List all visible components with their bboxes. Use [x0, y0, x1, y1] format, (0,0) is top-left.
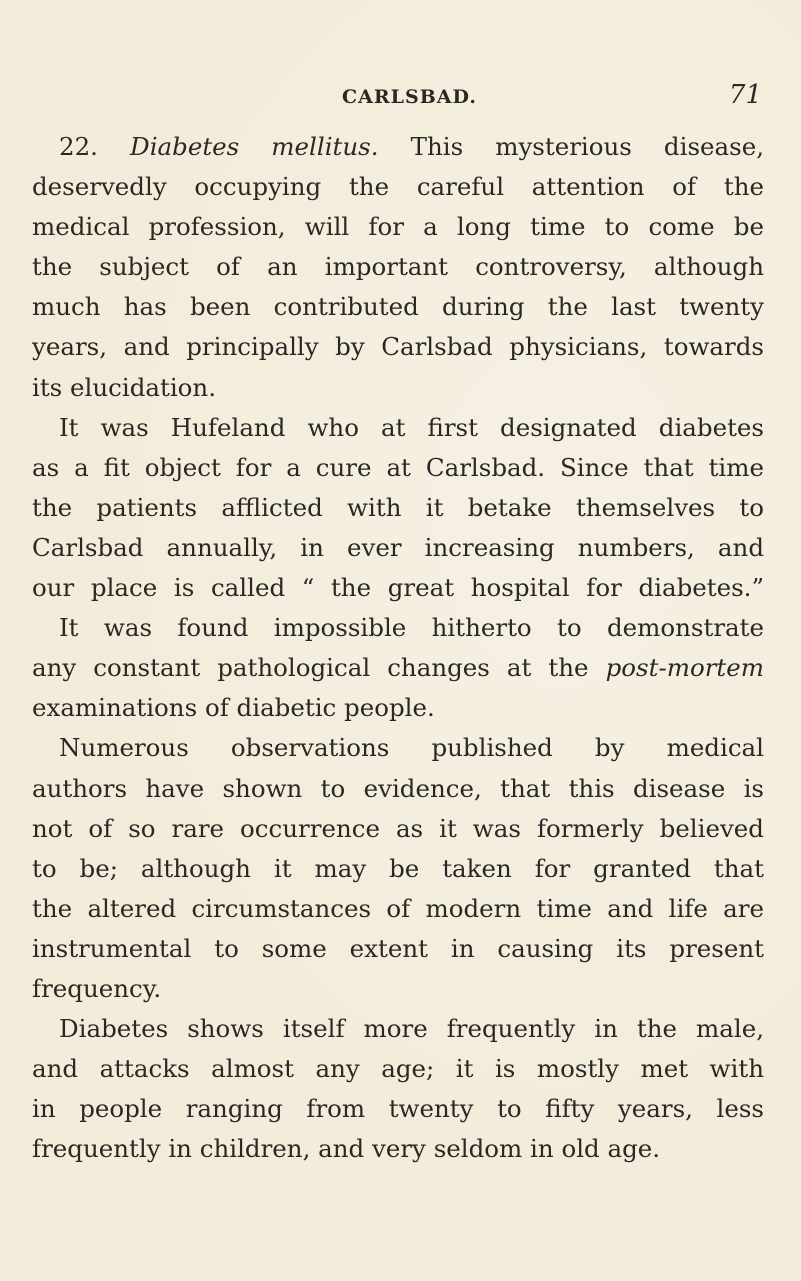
paragraph-2-line-1: It was Hufeland who at first designated diabetes [59, 412, 764, 442]
paragraph-1-line-1 [32, 127, 764, 167]
paragraph-3-line-1: It was found impossible hitherto to demonstrate [59, 613, 764, 643]
paragraph-5-line-2: and attacks almost any age; it is mostly met with [32, 1054, 764, 1084]
text-span: This mysterious disease, [410, 132, 764, 161]
paragraph-4-line-3: not of so rare occurrence as it was formerly believed [32, 813, 764, 843]
paragraph-2-line-3: the patients afflicted with it betake themselves to [32, 492, 764, 522]
page-number: 71 [728, 80, 762, 110]
paragraph-5-line-4: frequently in children, and very seldom in old age. [32, 1134, 661, 1164]
text-span: any constant pathological changes at the [32, 653, 589, 683]
paragraph-4-line-6: instrumental to some extent in causing its present [32, 933, 764, 963]
running-title: CARLSBAD. [342, 86, 477, 108]
emphasis-post-mortem: post-mortem [605, 653, 765, 683]
paragraph-1-line-4: the subject of an important controversy, although [32, 252, 764, 282]
paragraph-1-line-7: its elucidation. [32, 372, 217, 402]
paragraph-1-line-3: medical profession, will for a long time to come be [32, 212, 764, 242]
paragraph-1-line-6: years, and principally by Carlsbad physicians, towards [32, 332, 764, 362]
paragraph-4-line-5: the altered circumstances of modern time and life are [32, 893, 764, 923]
paragraph-2-line-5: our place is called “ the great hospital for diabetes.” [32, 573, 764, 603]
section-heading: Diabetes mellitus. [130, 132, 379, 161]
paragraph-2-line-4: Carlsbad annually, in ever increasing numbers, and [32, 532, 764, 562]
running-header [32, 80, 762, 116]
section-number: 22. [59, 132, 98, 161]
paragraph-1-line-2: deservedly occupying the careful attention of the [32, 172, 764, 202]
paragraph-3-line-2 [32, 648, 764, 688]
paragraph-2-line-2: as a fit object for a cure at Carlsbad. Since that time [32, 452, 764, 482]
body-text [32, 127, 764, 1169]
paragraph-4-line-1: Numerous observations published by medical [59, 733, 764, 763]
paragraph-4-line-4: to be; although it may be taken for granted that [32, 853, 764, 883]
paragraph-4-line-2: authors have shown to evidence, that this disease is [32, 773, 764, 803]
paragraph-5-line-3: in people ranging from twenty to fifty years, less [32, 1094, 764, 1124]
paragraph-3-line-3: examinations of diabetic people. [32, 693, 435, 723]
paragraph-5-line-1: Diabetes shows itself more frequently in the male, [59, 1014, 764, 1044]
paragraph-4-line-7: frequency. [32, 973, 162, 1003]
paragraph-1-line-5: much has been contributed during the last twenty [32, 292, 764, 322]
